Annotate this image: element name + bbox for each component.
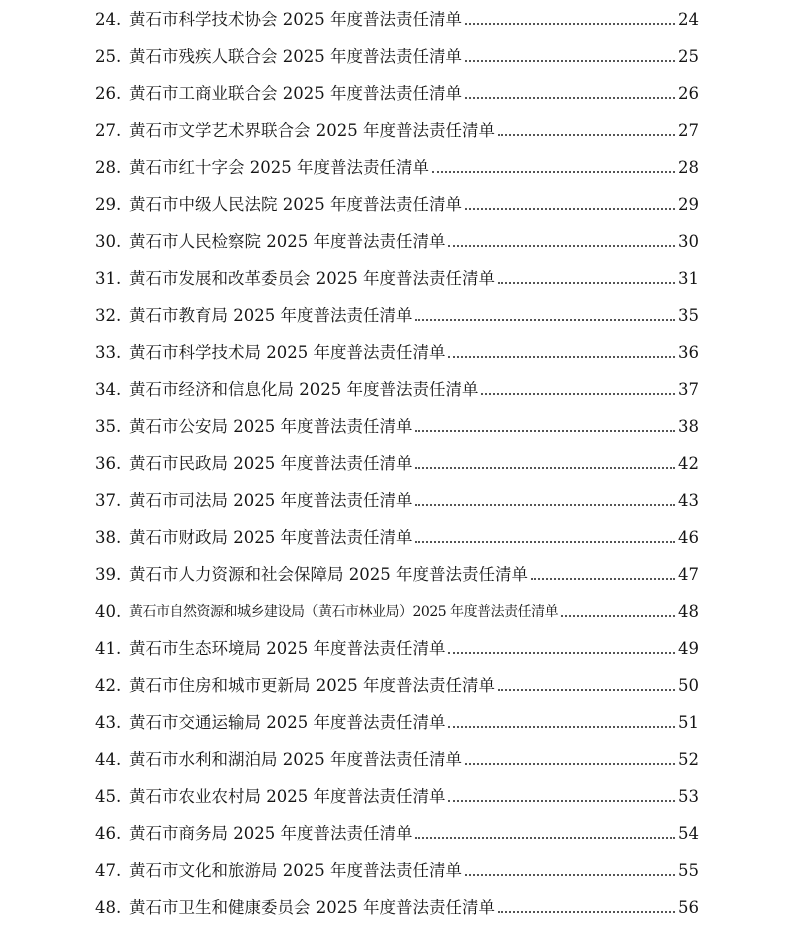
toc-entry: [95, 777, 699, 807]
toc-entry: [95, 407, 699, 437]
dot-leader: [432, 171, 675, 173]
entry-title: 黄石市卫生和健康委员会 2025 年度普法责任清单: [129, 898, 495, 917]
entry-number: 24.: [95, 10, 122, 29]
dot-leader: [448, 356, 675, 358]
entry-number: 30.: [95, 232, 122, 251]
entry-page: 38: [678, 417, 699, 436]
entry-page: 51: [678, 713, 699, 732]
entry-page: 48: [678, 602, 699, 621]
entry-number: 34.: [95, 380, 122, 399]
dot-leader: [498, 282, 675, 284]
entry-page: 56: [678, 898, 699, 917]
toc-entry: [95, 74, 699, 104]
dot-leader: [561, 615, 675, 617]
entry-number: 45.: [95, 787, 122, 806]
dot-leader: [415, 319, 675, 321]
dot-leader: [415, 430, 675, 432]
entry-number: 32.: [95, 306, 122, 325]
entry-number: 48.: [95, 898, 122, 917]
toc-entry: [95, 518, 699, 548]
entry-number: 38.: [95, 528, 122, 547]
toc-entry: [95, 333, 699, 363]
entry-title: 黄石市经济和信息化局 2025 年度普法责任清单: [129, 380, 479, 399]
entry-title: 黄石市文学艺术界联合会 2025 年度普法责任清单: [129, 121, 495, 140]
toc-entry: [95, 703, 699, 733]
dot-leader: [415, 467, 675, 469]
entry-page: 52: [678, 750, 699, 769]
entry-number: 42.: [95, 676, 122, 695]
entry-page: 24: [678, 10, 699, 29]
entry-title: 黄石市发展和改革委员会 2025 年度普法责任清单: [129, 269, 495, 288]
entry-title: 黄石市民政局 2025 年度普法责任清单: [129, 454, 413, 473]
toc-entry: [95, 259, 699, 289]
toc-entry: [95, 814, 699, 844]
toc-entry: [95, 740, 699, 770]
entry-number: 44.: [95, 750, 122, 769]
entry-title: 黄石市工商业联合会 2025 年度普法责任清单: [129, 84, 462, 103]
entry-page: 36: [678, 343, 699, 362]
entry-title: 黄石市人力资源和社会保障局 2025 年度普法责任清单: [129, 565, 528, 584]
dot-leader: [465, 763, 675, 765]
entry-title: 黄石市文化和旅游局 2025 年度普法责任清单: [129, 861, 462, 880]
entry-number: 40.: [95, 602, 122, 621]
dot-leader: [465, 97, 675, 99]
toc-entry: [95, 148, 699, 178]
toc-entry: [95, 592, 699, 622]
entry-page: 26: [678, 84, 699, 103]
dot-leader: [448, 726, 675, 728]
entry-title: 黄石市红十字会 2025 年度普法责任清单: [129, 158, 429, 177]
entry-number: 31.: [95, 269, 122, 288]
entry-title: 黄石市人民检察院 2025 年度普法责任清单: [129, 232, 446, 251]
entry-title: 黄石市残疾人联合会 2025 年度普法责任清单: [129, 47, 462, 66]
entry-title: 黄石市生态环境局 2025 年度普法责任清单: [129, 639, 446, 658]
entry-page: 29: [678, 195, 699, 214]
entry-number: 33.: [95, 343, 122, 362]
toc-entry: [95, 296, 699, 326]
entry-page: 35: [678, 306, 699, 325]
entry-page: 31: [678, 269, 699, 288]
entry-title: 黄石市中级人民法院 2025 年度普法责任清单: [129, 195, 462, 214]
entry-page: 50: [678, 676, 699, 695]
entry-title: 黄石市科学技术局 2025 年度普法责任清单: [129, 343, 446, 362]
dot-leader: [465, 208, 675, 210]
dot-leader: [448, 245, 675, 247]
entry-number: 46.: [95, 824, 122, 843]
entry-title: 黄石市司法局 2025 年度普法责任清单: [129, 491, 413, 510]
dot-leader: [498, 689, 675, 691]
entry-number: 25.: [95, 47, 122, 66]
dot-leader: [415, 541, 675, 543]
entry-number: 43.: [95, 713, 122, 732]
entry-number: 27.: [95, 121, 122, 140]
dot-leader: [531, 578, 675, 580]
toc-entry: [95, 370, 699, 400]
toc-entry: [95, 629, 699, 659]
toc-entry: [95, 851, 699, 881]
toc-entry: [95, 111, 699, 141]
dot-leader: [465, 874, 675, 876]
entry-title: 黄石市商务局 2025 年度普法责任清单: [129, 824, 413, 843]
entry-page: 55: [678, 861, 699, 880]
entry-title: 黄石市公安局 2025 年度普法责任清单: [129, 417, 413, 436]
dot-leader: [498, 134, 675, 136]
toc-entry: [95, 185, 699, 215]
entry-page: 37: [678, 380, 699, 399]
dot-leader: [448, 652, 675, 654]
entry-title: 黄石市教育局 2025 年度普法责任清单: [129, 306, 413, 325]
entry-title: 黄石市交通运输局 2025 年度普法责任清单: [129, 713, 446, 732]
entry-page: 27: [678, 121, 699, 140]
dot-leader: [465, 23, 675, 25]
entry-title: 黄石市财政局 2025 年度普法责任清单: [129, 528, 413, 547]
entry-number: 29.: [95, 195, 122, 214]
entry-number: 28.: [95, 158, 122, 177]
toc-entry: [95, 888, 699, 918]
toc-entry: [95, 0, 699, 30]
entry-number: 41.: [95, 639, 122, 658]
entry-number: 47.: [95, 861, 122, 880]
entry-number: 36.: [95, 454, 122, 473]
dot-leader: [465, 60, 675, 62]
entry-page: 46: [678, 528, 699, 547]
entry-page: 47: [678, 565, 699, 584]
entry-page: 28: [678, 158, 699, 177]
toc-entry: [95, 222, 699, 252]
entry-page: 54: [678, 824, 699, 843]
toc-entry: [95, 666, 699, 696]
toc-entry: [95, 37, 699, 67]
entry-page: 43: [678, 491, 699, 510]
entry-title: 黄石市自然资源和城乡建设局（黄石市林业局）2025 年度普法责任清单: [129, 604, 559, 620]
entry-title: 黄石市农业农村局 2025 年度普法责任清单: [129, 787, 446, 806]
entry-page: 53: [678, 787, 699, 806]
toc-entry: [95, 555, 699, 585]
dot-leader: [415, 504, 675, 506]
dot-leader: [498, 911, 675, 913]
dot-leader: [481, 393, 675, 395]
entry-title: 黄石市住房和城市更新局 2025 年度普法责任清单: [129, 676, 495, 695]
entry-page: 30: [678, 232, 699, 251]
dot-leader: [415, 837, 675, 839]
entry-number: 37.: [95, 491, 122, 510]
entry-title: 黄石市科学技术协会 2025 年度普法责任清单: [129, 10, 462, 29]
entry-title: 黄石市水利和湖泊局 2025 年度普法责任清单: [129, 750, 462, 769]
entry-number: 39.: [95, 565, 122, 584]
entry-page: 49: [678, 639, 699, 658]
dot-leader: [448, 800, 675, 802]
entry-number: 26.: [95, 84, 122, 103]
toc-entry: [95, 481, 699, 511]
entry-page: 42: [678, 454, 699, 473]
entry-number: 35.: [95, 417, 122, 436]
toc-entry: [95, 444, 699, 474]
entry-page: 25: [678, 47, 699, 66]
